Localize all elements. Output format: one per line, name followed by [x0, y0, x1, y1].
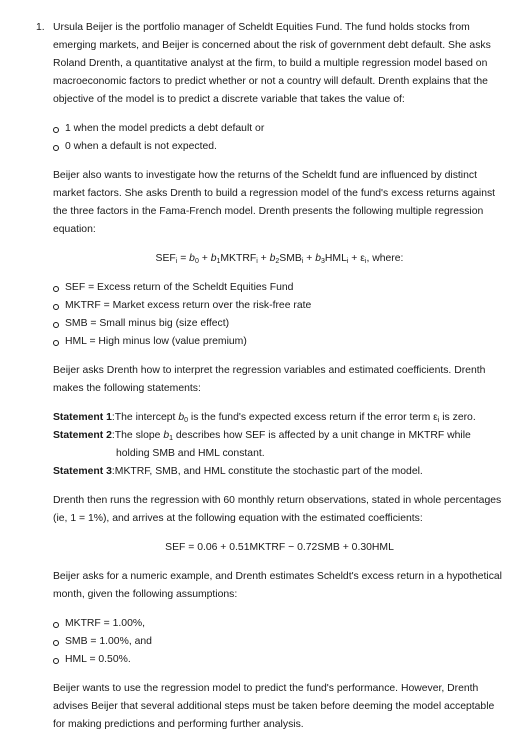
regression-results-paragraph: Drenth then runs the regression with 60 monthly return observations, stated in whole percentages (ie, 1 = 1%), and arrives at the following equation with the estimated coefficients:	[53, 495, 502, 524]
closing-paragraph: Beijer wants to use the regression model to predict the fund's performance. However, Drenth advises Beijer that several additional steps must be taken before deeming the model acceptable for making predictions and performing further analysis.	[53, 683, 495, 730]
statements	[53, 409, 506, 481]
assumptions-list	[53, 615, 506, 669]
estimated-equation: SEF = 0.06 + 0.51MKTRF − 0.72SMB + 0.30HML	[165, 542, 394, 553]
numeric-example-paragraph: Beijer asks for a numeric example, and Drenth estimates Scheldt's excess return in a hypothetical month, given the following assumptions:	[53, 571, 502, 600]
statement-2-continuation: holding SMB and HML constant.	[116, 448, 265, 459]
interpretation-paragraph: Beijer asks Drenth how to interpret the regression variables and estimated coefficients. Drenth makes the following statements:	[53, 365, 486, 394]
list-item: MKTRF = 1.00%,	[53, 615, 506, 633]
question-block	[36, 19, 506, 734]
list-item: SMB = Small minus big (size effect)	[53, 315, 506, 333]
definitions-list	[53, 279, 506, 351]
list-item: HML = 0.50%.	[53, 651, 506, 669]
list-item: SMB = 1.00%, and	[53, 633, 506, 651]
question-body	[53, 19, 506, 734]
list-item: 0 when a default is not expected.	[53, 138, 506, 156]
list-item: MKTRF = Market excess return over the risk-free rate	[53, 297, 506, 315]
list-item: 1 when the model predicts a debt default or	[53, 120, 506, 138]
statement-1: Statement 1:The intercept $b_0$ is the fund's expected excess return if the error term $\varepsilon_i$ is zero.	[53, 412, 476, 424]
list-item: SEF = Excess return of the Scheldt Equities Fund	[53, 279, 506, 297]
regression-equation: $SEF_i = b_0$ + $b_1MKTRF_i + b_2SMB_i + b_3HML_i + \varepsilon_i$, where:	[155, 253, 404, 265]
list-item: HML = High minus low (value premium)	[53, 333, 506, 351]
statement-3: Statement 3:MKTRF, SMB, and HML constitute the stochastic part of the model.	[53, 466, 423, 477]
fama-french-paragraph: Beijer also wants to investigate how the returns of the Scheldt fund are influenced by distinct market factors. She asks Drenth to build a regression model of the fund's excess returns against the three factors in the Fama-French model. Drenth presents the following multiple regression equation:	[53, 170, 496, 235]
discrete-values-list	[53, 120, 506, 156]
statement-2: Statement 2:The slope $b_1$ describes how SEF is affected by a unit change in MKTRF while	[53, 430, 471, 442]
intro-paragraph: Ursula Beijer is the portfolio manager of Scheldt Equities Fund. The fund holds stocks from emerging markets, and Beijer is concerned about the risk of government debt default. She asks Roland Drenth, a quantitative analyst at the firm, to build a multiple regression model based on macroeconomic factors to predict whether or not a country will default. Drenth explains that the objective of the model is to predict a discrete variable that takes the value of:	[53, 22, 491, 105]
question-number: 1.	[36, 22, 45, 33]
